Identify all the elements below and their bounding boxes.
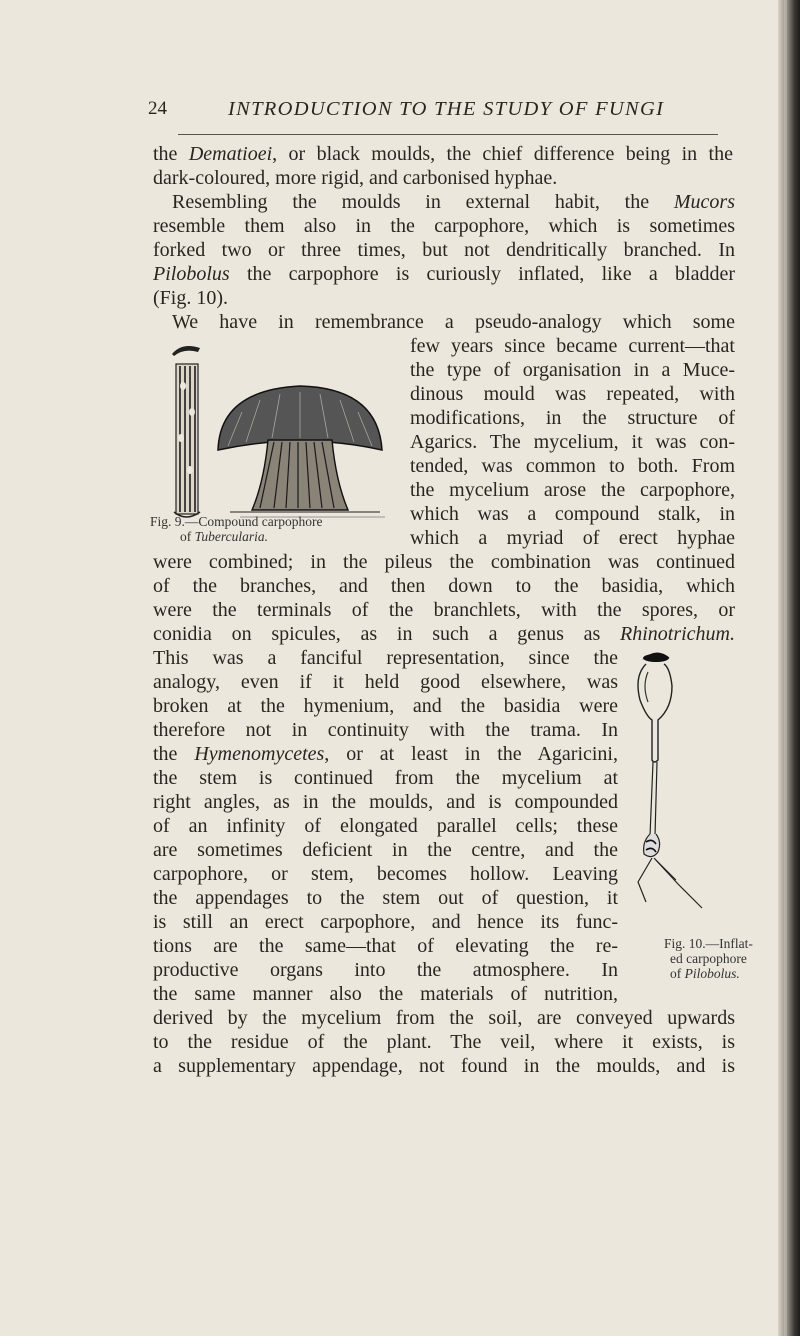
text-line: conidia on spicules, as in such a genus as Rhinotrichum.	[153, 623, 735, 645]
text-line: dinous mould was repeated, with	[410, 383, 735, 405]
text-line: dark-coloured, more rigid, and carbonised hyphae.	[153, 167, 558, 189]
fig10-inflated-carpophore	[638, 664, 702, 908]
fig9-caption: Fig. 9.—Compound carpophore of Tubercularia.	[150, 514, 323, 544]
text-line: of the branches, and then down to the basidia, which	[153, 575, 735, 597]
text-line: Agarics. The mycelium, it was con-	[410, 431, 735, 453]
text-line: modifications, in the structure of	[410, 407, 735, 429]
text-line: the appendages to the stem out of question, it	[153, 887, 618, 909]
fig9-carpophore	[218, 386, 385, 517]
text-line: the same manner also the materials of nutrition,	[153, 983, 618, 1005]
running-head: INTRODUCTION TO THE STUDY OF FUNGI	[228, 98, 665, 120]
text-line: which was a compound stalk, in	[410, 503, 735, 525]
text-line: of an infinity of elongated parallel cells; these	[153, 815, 618, 837]
text-line: broken at the hymenium, and the basidia were	[153, 695, 618, 717]
fig10-caption: Fig. 10.—Inflat- ed carpophore of Pilobolus.	[664, 936, 753, 981]
text-line: the mycelium arose the carpophore,	[410, 479, 735, 501]
text-line: is still an erect carpophore, and hence its func-	[153, 911, 618, 933]
text-line: Resembling the moulds in external habit, the Mucors	[172, 191, 735, 213]
text-line: the Hymenomycetes, or at least in the Agaricini,	[153, 743, 618, 765]
text-line: a supplementary appendage, not found in the moulds, and is	[153, 1055, 735, 1077]
text-line: forked two or three times, but not dendritically branched. In	[153, 239, 735, 261]
text-line: therefore not in continuity with the trama. In	[153, 719, 618, 741]
text-line: analogy, even if it held good elsewhere, was	[153, 671, 618, 693]
text-line: the type of organisation in a Muce-	[410, 359, 735, 381]
text-line: the stem is continued from the mycelium at	[153, 767, 618, 789]
text-line: were combined; in the pileus the combination was continued	[153, 551, 735, 573]
fig9-stem-fragment	[172, 346, 200, 517]
text-line: This was a fanciful representation, since the	[153, 647, 618, 669]
text-line: were the terminals of the branchlets, with the spores, or	[153, 599, 735, 621]
header-rule	[178, 134, 718, 135]
text-line: few years since became current—that	[410, 335, 735, 357]
text-line: resemble them also in the carpophore, which is sometimes	[153, 215, 735, 237]
text-line: carpophore, or stem, becomes hollow. Leaving	[153, 863, 618, 885]
text-line: tended, was common to both. From	[410, 455, 735, 477]
page-number: 24	[148, 98, 167, 119]
text-line: right angles, as in the moulds, and is compounded	[153, 791, 618, 813]
fig10-sporangium	[642, 652, 670, 662]
text-line: (Fig. 10).	[153, 287, 228, 309]
text-line: to the residue of the plant. The veil, where it exists, is	[153, 1031, 735, 1053]
text-line: productive organs into the atmosphere. In	[153, 959, 618, 981]
text-line: tions are the same—that of elevating the re-	[153, 935, 618, 957]
text-line: the Dematioei, or black moulds, the chief difference being in the	[153, 143, 733, 165]
fig9-tubercularia-illustration	[150, 342, 400, 527]
page-edge-shadow	[778, 0, 800, 1336]
text-line: are sometimes deficient in the centre, and the	[153, 839, 618, 861]
fig10-pilobolus-illustration	[624, 646, 724, 946]
text-line: derived by the mycelium from the soil, are conveyed upwards	[153, 1007, 735, 1029]
text-line: We have in remembrance a pseudo-analogy which some	[172, 311, 735, 333]
text-line: Pilobolus the carpophore is curiously inflated, like a bladder	[153, 263, 735, 285]
text-line: which a myriad of erect hyphae	[410, 527, 735, 549]
